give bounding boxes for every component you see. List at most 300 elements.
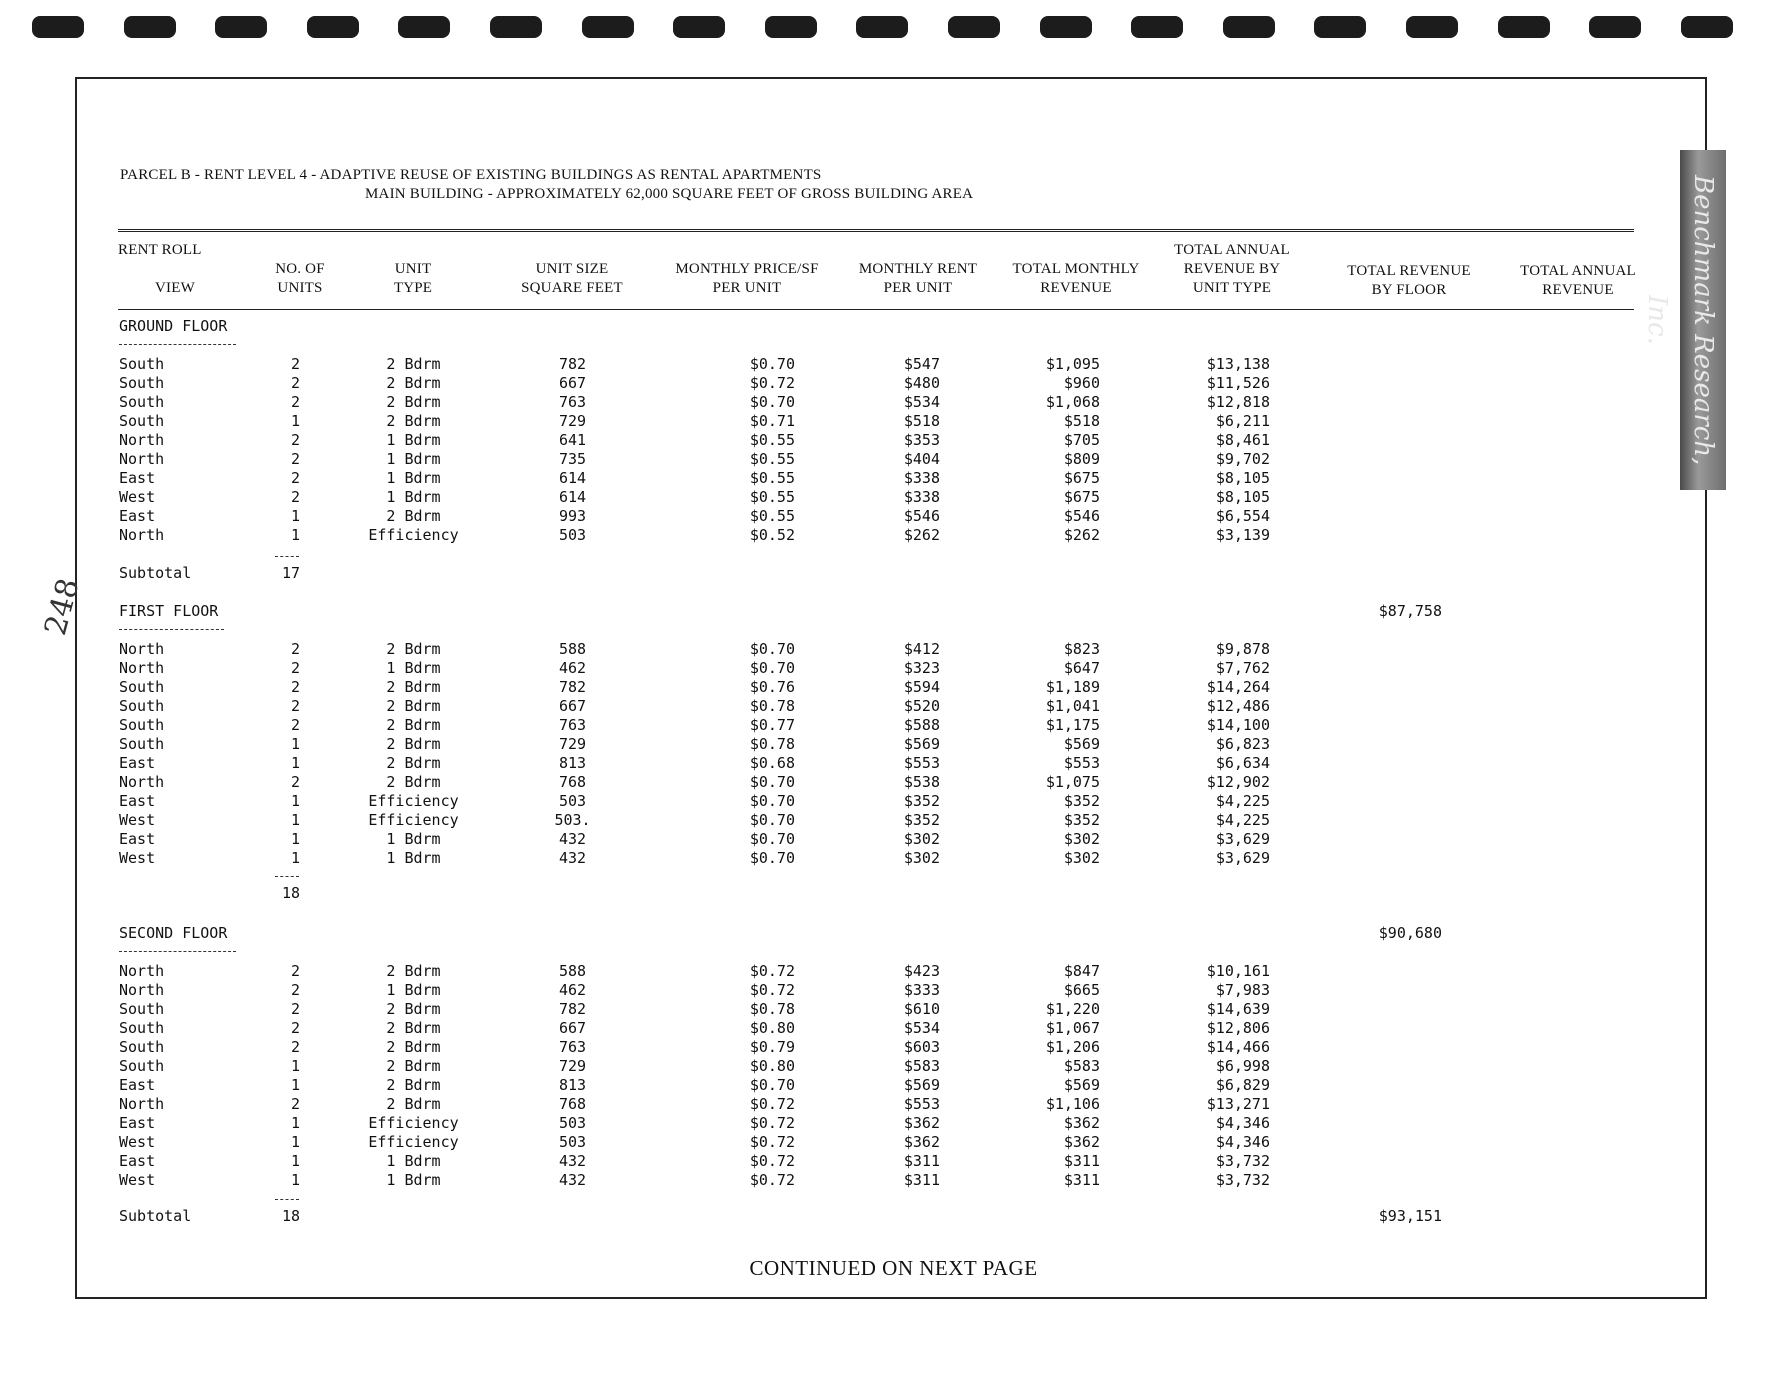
total-monthly-cell: $569 — [1063, 735, 1100, 753]
rent-cell: $404 — [903, 450, 940, 468]
rent-cell: $311 — [903, 1152, 940, 1170]
view-cell: South — [119, 374, 165, 392]
total-monthly-cell: $546 — [1063, 507, 1100, 525]
total-monthly-cell: $809 — [1063, 450, 1100, 468]
subtotal-rule — [275, 1199, 299, 1200]
header-unit-type: TYPE — [393, 280, 433, 296]
view-cell: East — [119, 1114, 156, 1132]
price-sf-cell: $0.77 — [749, 716, 795, 734]
rent-cell: $583 — [903, 1057, 940, 1075]
units-cell: 2 — [290, 716, 300, 734]
unit-type-cell: 2 Bdrm — [386, 678, 441, 696]
unit-type-cell: 1 Bdrm — [386, 488, 441, 506]
unit-size-cell: 763 — [558, 393, 587, 411]
units-cell: 2 — [290, 640, 300, 658]
section-underline — [119, 344, 236, 345]
rent-cell: $338 — [903, 488, 940, 506]
unit-size-cell: 503. — [554, 811, 591, 829]
units-cell: 1 — [290, 507, 300, 525]
header-rev-by-floor: BY FLOOR — [1371, 282, 1447, 298]
binding-hole — [307, 16, 359, 38]
binding-hole — [1498, 16, 1550, 38]
header-bottom-rule — [118, 309, 1634, 310]
unit-size-cell: 729 — [558, 1057, 587, 1075]
title-line-2: MAIN BUILDING - APPROXIMATELY 62,000 SQUARE FEET OF GROSS BUILDING AREA — [365, 186, 974, 202]
price-sf-cell: $0.80 — [749, 1019, 795, 1037]
rent-cell: $569 — [903, 1076, 940, 1094]
subtotal-label: Subtotal — [119, 1207, 192, 1225]
units-cell: 2 — [290, 355, 300, 373]
units-cell: 1 — [290, 1057, 300, 1075]
price-sf-cell: $0.70 — [749, 640, 795, 658]
view-cell: East — [119, 754, 156, 772]
total-monthly-cell: $705 — [1063, 431, 1100, 449]
subtotal-units: 18 — [281, 1207, 300, 1225]
unit-type-cell: 2 Bdrm — [386, 374, 441, 392]
price-sf-cell: $0.78 — [749, 735, 795, 753]
view-cell: South — [119, 412, 165, 430]
units-cell: 1 — [290, 830, 300, 848]
price-sf-cell: $0.55 — [749, 488, 795, 506]
units-cell: 1 — [290, 1133, 300, 1151]
units-cell: 2 — [290, 1095, 300, 1113]
unit-type-cell: 1 Bdrm — [386, 849, 441, 867]
rent-cell: $603 — [903, 1038, 940, 1056]
price-sf-cell: $0.72 — [749, 1114, 795, 1132]
view-cell: West — [119, 849, 156, 867]
units-cell: 2 — [290, 1000, 300, 1018]
total-monthly-cell: $311 — [1063, 1152, 1100, 1170]
price-sf-cell: $0.70 — [749, 792, 795, 810]
total-monthly-cell: $583 — [1063, 1057, 1100, 1075]
rent-cell: $412 — [903, 640, 940, 658]
annual-by-type-cell: $8,461 — [1215, 431, 1270, 449]
unit-size-cell: 432 — [558, 849, 587, 867]
unit-size-cell: 614 — [558, 488, 587, 506]
unit-size-cell: 667 — [558, 1019, 587, 1037]
price-sf-cell: $0.76 — [749, 678, 795, 696]
unit-size-cell: 993 — [558, 507, 587, 525]
annual-by-type-cell: $3,139 — [1215, 526, 1270, 544]
unit-size-cell: 588 — [558, 640, 587, 658]
price-sf-cell: $0.70 — [749, 355, 795, 373]
header-total-annual: TOTAL ANNUAL — [1520, 263, 1636, 279]
unit-type-cell: 1 Bdrm — [386, 1171, 441, 1189]
price-sf-cell: $0.70 — [749, 773, 795, 791]
unit-size-cell: 813 — [558, 754, 587, 772]
annual-by-type-cell: $6,211 — [1215, 412, 1270, 430]
floor-total: $87,758 — [1378, 602, 1442, 620]
view-cell: South — [119, 355, 165, 373]
price-sf-cell: $0.70 — [749, 811, 795, 829]
binding-hole — [673, 16, 725, 38]
price-sf-cell: $0.70 — [749, 659, 795, 677]
unit-size-cell: 729 — [558, 735, 587, 753]
total-monthly-cell: $675 — [1063, 488, 1100, 506]
view-cell: North — [119, 1095, 165, 1113]
total-monthly-cell: $302 — [1063, 849, 1100, 867]
binding-hole — [1406, 16, 1458, 38]
annual-by-type-cell: $6,829 — [1215, 1076, 1270, 1094]
annual-by-type-cell: $8,105 — [1215, 469, 1270, 487]
annual-by-type-cell: $3,732 — [1215, 1171, 1270, 1189]
total-monthly-cell: $1,095 — [1045, 355, 1100, 373]
view-cell: North — [119, 773, 165, 791]
price-sf-cell: $0.52 — [749, 526, 795, 544]
annual-by-type-cell: $14,466 — [1206, 1038, 1270, 1056]
section-title: GROUND FLOOR — [119, 317, 228, 335]
price-sf-cell: $0.72 — [749, 981, 795, 999]
header-rent: MONTHLY RENT — [858, 261, 978, 277]
total-monthly-cell: $1,175 — [1045, 716, 1100, 734]
view-cell: East — [119, 1076, 156, 1094]
binding-hole — [215, 16, 267, 38]
units-cell: 2 — [290, 431, 300, 449]
unit-type-cell: 1 Bdrm — [386, 1152, 441, 1170]
units-cell: 2 — [290, 659, 300, 677]
unit-type-cell: 2 Bdrm — [386, 1095, 441, 1113]
units-cell: 1 — [290, 1171, 300, 1189]
units-cell: 2 — [290, 773, 300, 791]
view-cell: West — [119, 1171, 156, 1189]
header-units: UNITS — [277, 280, 323, 296]
unit-size-cell: 432 — [558, 1171, 587, 1189]
binding-hole — [948, 16, 1000, 38]
subtotal-units: 18 — [281, 884, 300, 902]
unit-size-cell: 782 — [558, 1000, 587, 1018]
units-cell: 2 — [290, 697, 300, 715]
annual-by-type-cell: $4,346 — [1215, 1133, 1270, 1151]
header-price-sf: MONTHLY PRICE/SF — [675, 261, 819, 277]
annual-by-type-cell: $14,639 — [1206, 1000, 1270, 1018]
total-monthly-cell: $302 — [1063, 830, 1100, 848]
unit-type-cell: 1 Bdrm — [386, 659, 441, 677]
rent-cell: $569 — [903, 735, 940, 753]
annual-by-type-cell: $3,629 — [1215, 830, 1270, 848]
unit-size-cell: 667 — [558, 374, 587, 392]
rent-cell: $352 — [903, 792, 940, 810]
binding-hole — [1223, 16, 1275, 38]
units-cell: 2 — [290, 488, 300, 506]
unit-type-cell: 2 Bdrm — [386, 697, 441, 715]
price-sf-cell: $0.71 — [749, 412, 795, 430]
binding-hole — [1314, 16, 1366, 38]
units-cell: 2 — [290, 393, 300, 411]
header-total-monthly: REVENUE — [1040, 280, 1112, 296]
total-monthly-cell: $665 — [1063, 981, 1100, 999]
total-monthly-cell: $553 — [1063, 754, 1100, 772]
price-sf-cell: $0.72 — [749, 374, 795, 392]
title-line-1: PARCEL B - RENT LEVEL 4 - ADAPTIVE REUSE OF EXISTING BUILDINGS AS RENTAL APARTMENTS — [120, 167, 822, 183]
header-annual-by-type: TOTAL ANNUAL — [1174, 242, 1290, 258]
rent-cell: $534 — [903, 1019, 940, 1037]
annual-by-type-cell: $7,762 — [1215, 659, 1270, 677]
unit-type-cell: 2 Bdrm — [386, 355, 441, 373]
annual-by-type-cell: $3,629 — [1215, 849, 1270, 867]
rent-cell: $338 — [903, 469, 940, 487]
view-cell: North — [119, 526, 165, 544]
rent-cell: $353 — [903, 431, 940, 449]
header-annual-by-type: REVENUE BY — [1183, 261, 1281, 277]
unit-type-cell: Efficiency — [368, 811, 459, 829]
unit-size-cell: 768 — [558, 1095, 587, 1113]
total-monthly-cell: $960 — [1063, 374, 1100, 392]
header-rent: PER UNIT — [883, 280, 953, 296]
units-cell: 2 — [290, 469, 300, 487]
header-price-sf: PER UNIT — [712, 280, 782, 296]
annual-by-type-cell: $9,702 — [1215, 450, 1270, 468]
binding-holes — [32, 16, 1752, 40]
section-title: FIRST FLOOR — [119, 602, 219, 620]
rent-cell: $323 — [903, 659, 940, 677]
unit-size-cell: 782 — [558, 355, 587, 373]
section-underline — [119, 629, 224, 630]
unit-type-cell: Efficiency — [368, 1133, 459, 1151]
units-cell: 1 — [290, 735, 300, 753]
view-cell: South — [119, 678, 165, 696]
price-sf-cell: $0.70 — [749, 849, 795, 867]
rent-cell: $553 — [903, 1095, 940, 1113]
unit-type-cell: 1 Bdrm — [386, 830, 441, 848]
annual-by-type-cell: $6,998 — [1215, 1057, 1270, 1075]
view-cell: South — [119, 1019, 165, 1037]
unit-type-cell: 1 Bdrm — [386, 431, 441, 449]
unit-size-cell: 667 — [558, 697, 587, 715]
annual-by-type-cell: $10,161 — [1206, 962, 1270, 980]
units-cell: 1 — [290, 1114, 300, 1132]
annual-by-type-cell: $6,823 — [1215, 735, 1270, 753]
units-cell: 2 — [290, 374, 300, 392]
unit-type-cell: 2 Bdrm — [386, 393, 441, 411]
unit-size-cell: 768 — [558, 773, 587, 791]
total-monthly-cell: $1,206 — [1045, 1038, 1100, 1056]
rent-cell: $518 — [903, 412, 940, 430]
total-monthly-cell: $1,041 — [1045, 697, 1100, 715]
total-monthly-cell: $352 — [1063, 811, 1100, 829]
view-cell: North — [119, 640, 165, 658]
binding-hole — [1589, 16, 1641, 38]
view-cell: West — [119, 488, 156, 506]
units-cell: 2 — [290, 981, 300, 999]
rent-cell: $538 — [903, 773, 940, 791]
price-sf-cell: $0.70 — [749, 830, 795, 848]
unit-type-cell: 2 Bdrm — [386, 412, 441, 430]
view-cell: East — [119, 1152, 156, 1170]
view-cell: North — [119, 962, 165, 980]
price-sf-cell: $0.80 — [749, 1057, 795, 1075]
unit-size-cell: 588 — [558, 962, 587, 980]
price-sf-cell: $0.55 — [749, 431, 795, 449]
unit-size-cell: 813 — [558, 1076, 587, 1094]
rent-cell: $546 — [903, 507, 940, 525]
unit-size-cell: 462 — [558, 981, 587, 999]
units-cell: 1 — [290, 849, 300, 867]
total-monthly-cell: $362 — [1063, 1114, 1100, 1132]
price-sf-cell: $0.72 — [749, 1152, 795, 1170]
subtotal-units: 17 — [281, 564, 300, 582]
price-sf-cell: $0.72 — [749, 1133, 795, 1151]
unit-type-cell: 1 Bdrm — [386, 469, 441, 487]
unit-type-cell: 2 Bdrm — [386, 1076, 441, 1094]
unit-type-cell: 2 Bdrm — [386, 962, 441, 980]
unit-size-cell: 782 — [558, 678, 587, 696]
units-cell: 1 — [290, 412, 300, 430]
view-cell: South — [119, 1057, 165, 1075]
header-unit-size: SQUARE FEET — [521, 280, 623, 296]
annual-by-type-cell: $9,878 — [1215, 640, 1270, 658]
annual-by-type-cell: $7,983 — [1215, 981, 1270, 999]
view-cell: West — [119, 811, 156, 829]
total-monthly-cell: $569 — [1063, 1076, 1100, 1094]
unit-type-cell: 2 Bdrm — [386, 773, 441, 791]
unit-type-cell: Efficiency — [368, 792, 459, 810]
rent-cell: $594 — [903, 678, 940, 696]
unit-size-cell: 503 — [558, 526, 587, 544]
unit-type-cell: 2 Bdrm — [386, 735, 441, 753]
view-cell: East — [119, 507, 156, 525]
unit-size-cell: 503 — [558, 1133, 587, 1151]
binding-hole — [32, 16, 84, 38]
units-cell: 2 — [290, 962, 300, 980]
units-cell: 2 — [290, 450, 300, 468]
view-cell: South — [119, 1038, 165, 1056]
rent-cell: $311 — [903, 1171, 940, 1189]
annual-by-type-cell: $6,634 — [1215, 754, 1270, 772]
floor-total: $90,680 — [1378, 924, 1442, 942]
rent-cell: $333 — [903, 981, 940, 999]
rent-cell: $547 — [903, 355, 940, 373]
binding-hole — [582, 16, 634, 38]
unit-type-cell: 2 Bdrm — [386, 716, 441, 734]
units-cell: 1 — [290, 1152, 300, 1170]
total-monthly-cell: $1,106 — [1045, 1095, 1100, 1113]
view-cell: North — [119, 659, 165, 677]
price-sf-cell: $0.72 — [749, 1171, 795, 1189]
total-monthly-cell: $1,220 — [1045, 1000, 1100, 1018]
unit-size-cell: 462 — [558, 659, 587, 677]
price-sf-cell: $0.72 — [749, 1095, 795, 1113]
binding-hole — [765, 16, 817, 38]
price-sf-cell: $0.70 — [749, 393, 795, 411]
rent-cell: $352 — [903, 811, 940, 829]
unit-size-cell: 763 — [558, 1038, 587, 1056]
unit-type-cell: Efficiency — [368, 526, 459, 544]
view-cell: East — [119, 469, 156, 487]
unit-type-cell: Efficiency — [368, 1114, 459, 1132]
header-total-monthly: TOTAL MONTHLY — [1012, 261, 1140, 277]
view-cell: South — [119, 1000, 165, 1018]
unit-type-cell: 2 Bdrm — [386, 1019, 441, 1037]
annual-by-type-cell: $12,818 — [1206, 393, 1270, 411]
binding-hole — [1681, 16, 1733, 38]
view-cell: North — [119, 981, 165, 999]
rent-cell: $362 — [903, 1114, 940, 1132]
header-unit-type: UNIT — [394, 261, 432, 277]
binding-hole — [124, 16, 176, 38]
total-monthly-cell: $311 — [1063, 1171, 1100, 1189]
floor-total: $93,151 — [1378, 1207, 1442, 1225]
subtotal-label: Subtotal — [119, 564, 192, 582]
units-cell: 1 — [290, 526, 300, 544]
view-cell: North — [119, 450, 165, 468]
section-underline — [119, 951, 236, 952]
unit-type-cell: 2 Bdrm — [386, 754, 441, 772]
rent-cell: $610 — [903, 1000, 940, 1018]
total-monthly-cell: $675 — [1063, 469, 1100, 487]
price-sf-cell: $0.55 — [749, 469, 795, 487]
total-monthly-cell: $518 — [1063, 412, 1100, 430]
units-cell: 1 — [290, 792, 300, 810]
binding-hole — [398, 16, 450, 38]
annual-by-type-cell: $4,225 — [1215, 811, 1270, 829]
view-cell: East — [119, 792, 156, 810]
price-sf-cell: $0.78 — [749, 1000, 795, 1018]
view-cell: East — [119, 830, 156, 848]
annual-by-type-cell: $14,264 — [1206, 678, 1270, 696]
price-sf-cell: $0.78 — [749, 697, 795, 715]
total-monthly-cell: $262 — [1063, 526, 1100, 544]
price-sf-cell: $0.70 — [749, 1076, 795, 1094]
rent-cell: $362 — [903, 1133, 940, 1151]
rent-cell: $520 — [903, 697, 940, 715]
rent-cell: $302 — [903, 830, 940, 848]
units-cell: 2 — [290, 678, 300, 696]
view-cell: West — [119, 1133, 156, 1151]
header-view: VIEW — [155, 280, 195, 296]
units-cell: 1 — [290, 1076, 300, 1094]
annual-by-type-cell: $14,100 — [1206, 716, 1270, 734]
unit-size-cell: 763 — [558, 716, 587, 734]
units-cell: 2 — [290, 1038, 300, 1056]
unit-type-cell: 2 Bdrm — [386, 1000, 441, 1018]
unit-type-cell: 1 Bdrm — [386, 981, 441, 999]
annual-by-type-cell: $4,346 — [1215, 1114, 1270, 1132]
total-monthly-cell: $847 — [1063, 962, 1100, 980]
unit-type-cell: 1 Bdrm — [386, 450, 441, 468]
rent-cell: $302 — [903, 849, 940, 867]
header-total-annual: REVENUE — [1542, 282, 1614, 298]
unit-type-cell: 2 Bdrm — [386, 1057, 441, 1075]
unit-size-cell: 432 — [558, 830, 587, 848]
view-cell: South — [119, 735, 165, 753]
units-cell: 1 — [290, 754, 300, 772]
unit-size-cell: 503 — [558, 1114, 587, 1132]
units-cell: 1 — [290, 811, 300, 829]
binding-hole — [490, 16, 542, 38]
annual-by-type-cell: $6,554 — [1215, 507, 1270, 525]
price-sf-cell: $0.79 — [749, 1038, 795, 1056]
header-annual-by-type: UNIT TYPE — [1192, 280, 1272, 296]
total-monthly-cell: $1,075 — [1045, 773, 1100, 791]
rent-cell: $534 — [903, 393, 940, 411]
subtotal-rule — [275, 556, 299, 557]
header-rent-roll: RENT ROLL — [118, 242, 202, 258]
annual-by-type-cell: $12,486 — [1206, 697, 1270, 715]
unit-size-cell: 614 — [558, 469, 587, 487]
total-monthly-cell: $647 — [1063, 659, 1100, 677]
view-cell: South — [119, 697, 165, 715]
unit-type-cell: 2 Bdrm — [386, 507, 441, 525]
annual-by-type-cell: $11,526 — [1206, 374, 1270, 392]
unit-size-cell: 641 — [558, 431, 587, 449]
total-monthly-cell: $823 — [1063, 640, 1100, 658]
price-sf-cell: $0.55 — [749, 507, 795, 525]
total-monthly-cell: $1,068 — [1045, 393, 1100, 411]
binding-hole — [856, 16, 908, 38]
binding-hole — [1040, 16, 1092, 38]
price-sf-cell: $0.68 — [749, 754, 795, 772]
total-monthly-cell: $362 — [1063, 1133, 1100, 1151]
